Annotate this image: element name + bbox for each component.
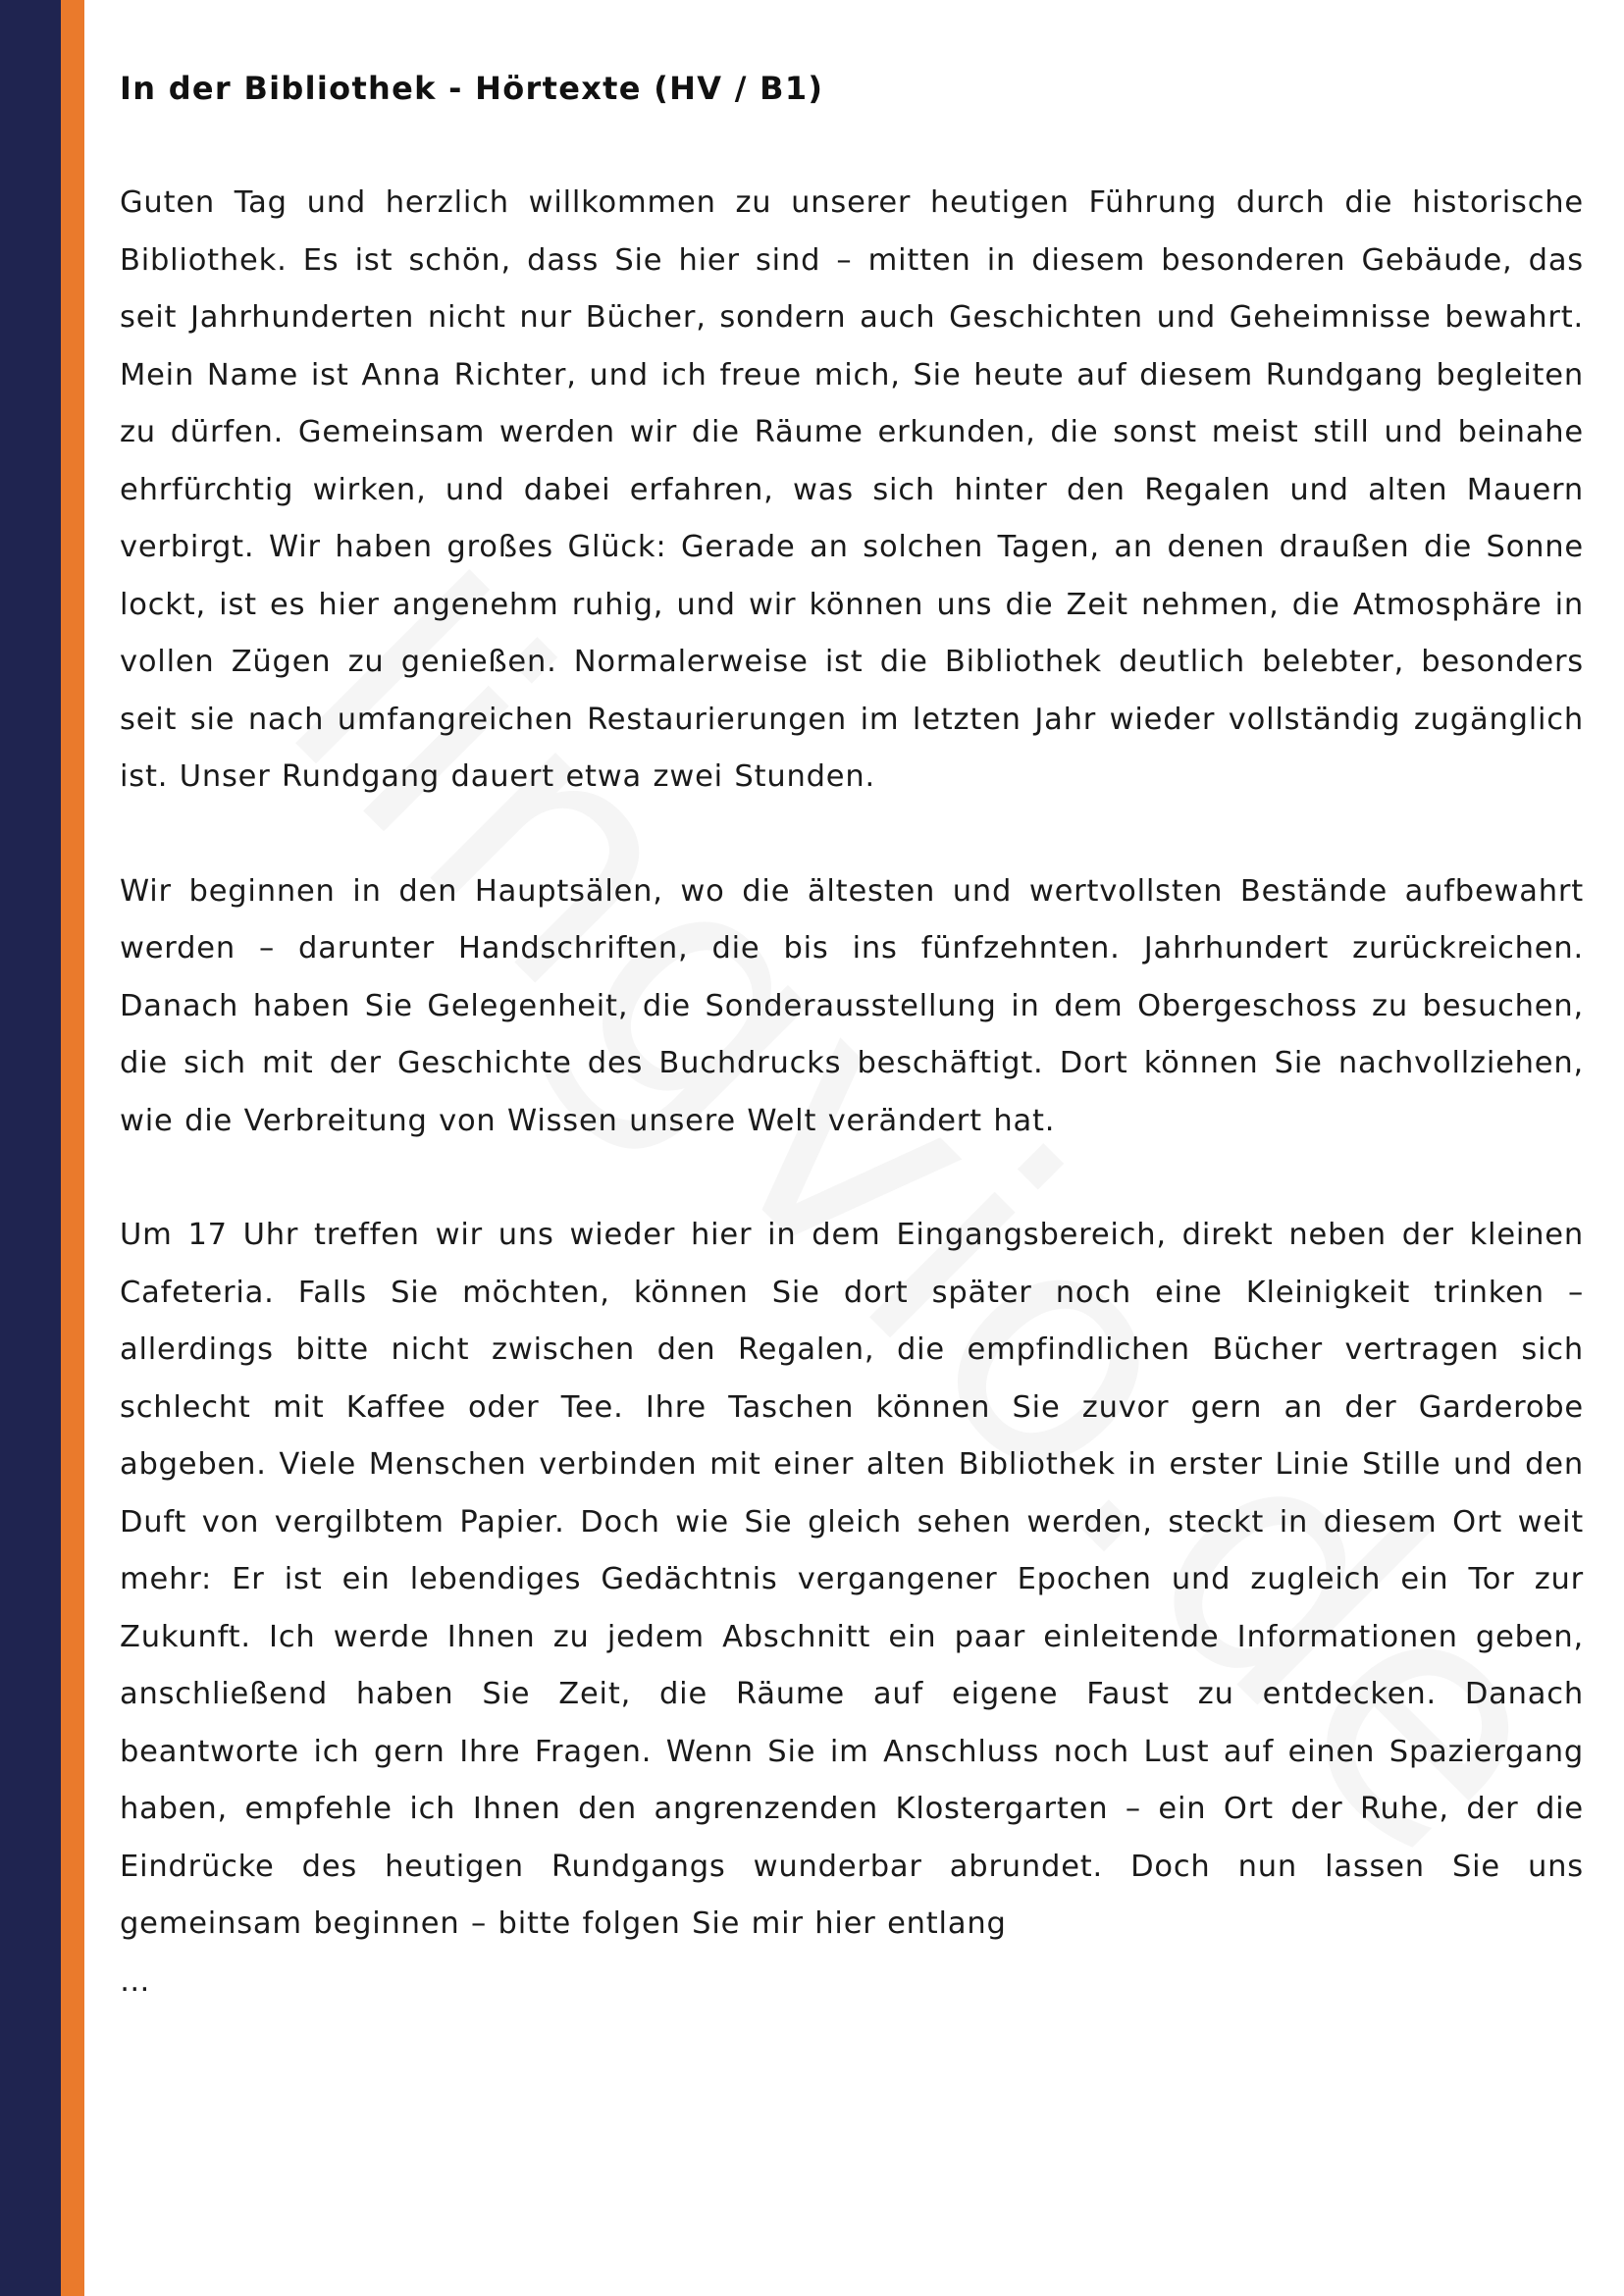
paragraph-meeting-point: Um 17 Uhr treffen wir uns wieder hier in dem Eingangsbereich, direkt neben der kleinen Cafeteria. Falls Sie möchten, können Sie dort später noch eine Kleinigkeit trinken – allerdings bitte nicht zwischen den Regalen, die empfindlichen Bücher vertragen sich schlecht mit Kaffee oder Tee. Ihre Taschen können Sie zuvor gern an der Garderobe abgeben. Viele Menschen verbinden mit einer alten Bibliothek in erster Linie Stille und den Duft von vergilbtem Papier. Doch wie Sie gleich sehen werden, steckt in diesem Ort weit mehr: Er ist ein lebendiges Gedächtnis vergangener Epochen und zugleich ein Tor zur Zukunft. Ich werde Ihnen zu jedem Abschnitt ein paar einleitende Informationen geben, anschließend haben Sie Zeit, die Räume auf eigene Faust zu entdecken. Danach beantworte ich gern Ihre Fragen. Wenn Sie im Anschluss noch Lust auf einen Spaziergang haben, empfehle ich Ihnen den angrenzenden Klostergarten – ein Ort der Ruhe, der die Eindrücke des heutigen Rundgangs wunderbar abrundet. Doch nun lassen Sie uns gemeinsam beginnen – bitte folgen Sie mir hier entlang [120, 1218, 1584, 1941]
left-orange-stripe [61, 0, 84, 2296]
page-title: In der Bibliothek - Hörtexte (HV / B1) [120, 70, 824, 107]
document-body [120, 61, 1584, 2010]
paragraph-tour-plan: Wir beginnen in den Hauptsälen, wo die ältesten und wertvollsten Bestände aufbewahrt werden – darunter Handschriften, die bis ins fünfzehnten. Jahrhundert zurückreichen. Danach haben Sie Gelegenheit, die Sonderausstellung in dem Obergeschoss zu besuchen, die sich mit der Geschichte des Buchdrucks beschäftigt. Dort können Sie nachvollziehen, wie die Verbreitung von Wissen unsere Welt verändert hat. [120, 873, 1584, 1138]
left-navy-stripe [0, 0, 61, 2296]
paragraph-ellipsis: … [120, 1963, 150, 1999]
paragraph-intro: Guten Tag und herzlich willkommen zu unserer heutigen Führung durch die historische Bibliothek. Es ist schön, dass Sie hier sind – mitten in diesem besonderen Gebäude, das seit Jahrhunderten nicht nur Bücher, sondern auch Geschichten und Geheimnisse bewahrt. Mein Name ist Anna Richter, und ich freue mich, Sie heute auf diesem Rundgang begleiten zu dürfen. Gemeinsam werden wir die Räume erkunden, die sonst meist still und beinahe ehrfürchtig wirken, und dabei erfahren, was sich hinter den Regalen und alten Mauern verbirgt. Wir haben großes Glück: Gerade an solchen Tagen, an denen draußen die Sonne lockt, ist es hier angenehm ruhig, und wir können uns die Zeit nehmen, die Atmosphäre in vollen Zügen zu genießen. Normalerweise ist die Bibliothek deutlich belebter, besonders seit sie nach umfangreichen Restaurierungen im letzten Jahr wieder vollständig zugänglich ist. Unser Rundgang dauert etwa zwei Stunden. [120, 185, 1584, 794]
